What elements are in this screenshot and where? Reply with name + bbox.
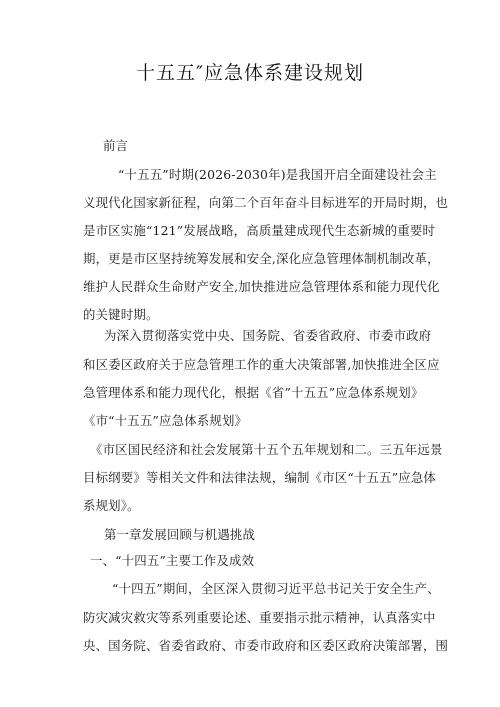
paragraph-line: 系规划》。: [83, 498, 140, 513]
section-heading: 一、“十四五”主要工作及成效: [90, 553, 255, 568]
paragraph-line: 义现代化国家新征程，向第二个百年奋斗目标进军的开局时期，也: [83, 195, 449, 210]
paragraph-line: 为深入贯彻落实党中央、国务院、省委省政府、市委市政府: [104, 328, 432, 343]
document-title: 十五五″应急体系建设规划: [135, 62, 365, 84]
paragraph-line: 的关键时期。: [83, 307, 159, 322]
paragraph-line: “十五五”时期(2026-2030年)是我国开启全面建设社会主: [118, 167, 437, 182]
chapter-heading: 第一章发展回顾与机遇挑战: [104, 527, 256, 542]
paragraph-line: 防灾减灾救灾等系列重要论述、重要指示批示精神，认真落实中: [83, 610, 436, 625]
paragraph-line: “十四五”期间，全区深入贯彻习近平总书记关于安全生产、: [112, 581, 440, 596]
paragraph-line: 是市区实施“121”发展战略，高质量建成现代生态新城的重要时: [83, 223, 436, 238]
paragraph-line: 和区委区政府关于应急管理工作的重大决策部署,加快推进全区应: [83, 357, 440, 372]
paragraph-line: 维护人民群众生命财产安全,加快推进应急管理体系和能力现代化: [83, 279, 440, 294]
paragraph-line: 期，更是市区坚持统筹发展和安全,深化应急管理体制机制改革，: [83, 251, 440, 266]
preface-heading: 前言: [103, 138, 129, 153]
paragraph-line: 《市区国民经济和社会发展第十五个五年规划和二。三五年远景: [90, 442, 443, 457]
paragraph-line: 央、国务院、省委省政府、市委市政府和区委区政府决策部署，围: [83, 638, 449, 653]
paragraph-line: 《市“十五五”应急体系规划》: [83, 413, 248, 428]
paragraph-line: 目标纲要》等相关文件和法律法规，编制《市区“十五五”应急体: [83, 470, 437, 485]
paragraph-line: 急管理体系和能力现代化，根据《省”十五五”应急体系规划》: [83, 385, 424, 400]
